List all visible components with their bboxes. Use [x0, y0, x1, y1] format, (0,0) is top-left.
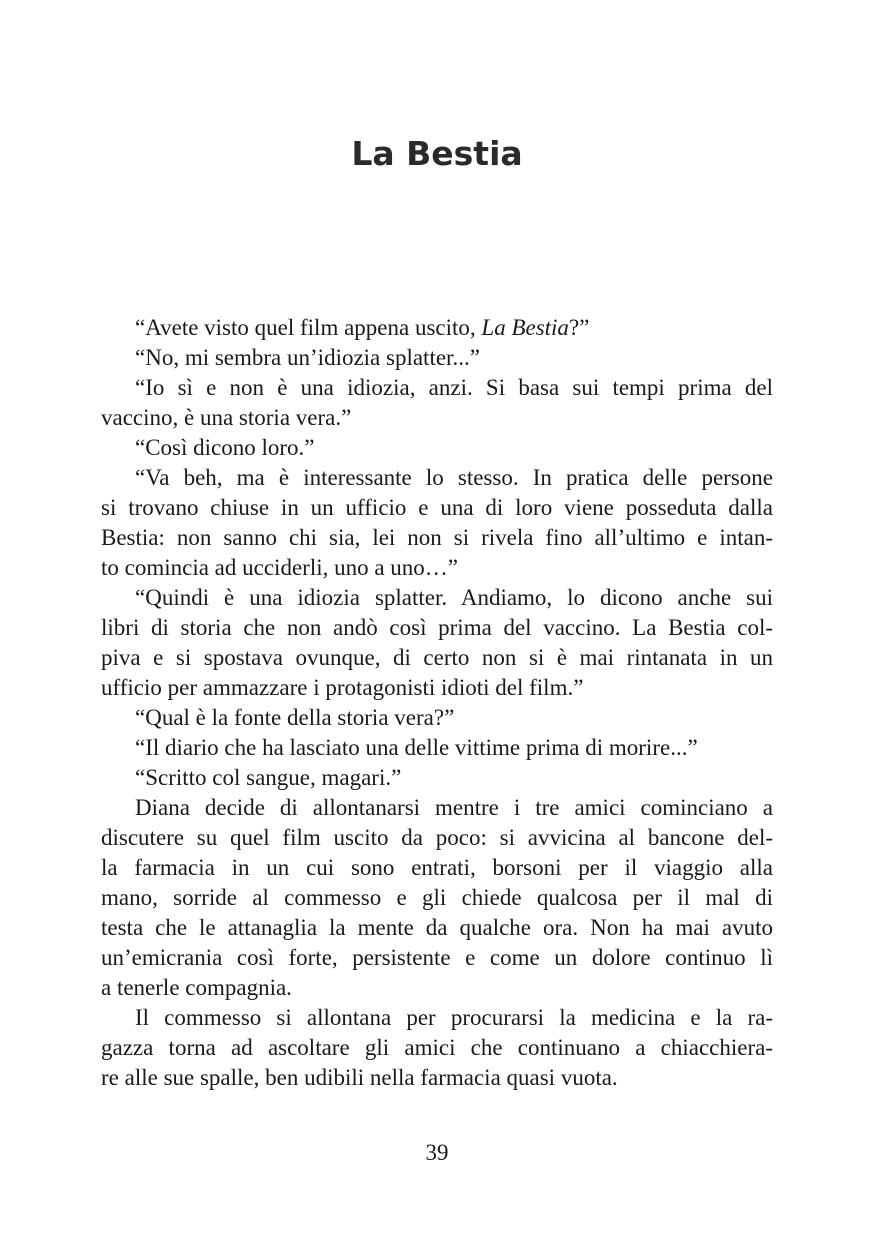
- paragraph: [101, 583, 773, 703]
- text-line: “Così dicono loro.”: [135, 435, 315, 460]
- text-line: “Qual è la fonte della storia vera?”: [135, 705, 455, 730]
- text-run: “Avete visto quel film appena uscito,: [135, 315, 482, 340]
- text-line: “Quindi è una idiozia splatter. Andiamo, lo dicono anche sui: [135, 585, 773, 610]
- paragraph: [101, 1003, 773, 1093]
- chapter-body: [101, 313, 773, 1093]
- chapter-title: La Bestia: [351, 134, 523, 173]
- text-line: discutere su quel film uscito da poco: si avvicina al bancone del-: [101, 825, 773, 850]
- text-line: la farmacia in un cui sono entrati, borsoni per il viaggio alla: [101, 855, 773, 880]
- text-line: a tenerle compagnia.: [101, 975, 292, 1000]
- text-line: Diana decide di allontanarsi mentre i tre amici cominciano a: [135, 795, 773, 820]
- text-line: ufficio per ammazzare i protagonisti idioti del film.”: [101, 675, 584, 700]
- paragraph: [101, 343, 773, 373]
- text-line: mano, sorride al commesso e gli chiede qualcosa per il mal di: [101, 885, 773, 910]
- text-line: re alle sue spalle, ben udibili nella farmacia quasi vuota.: [101, 1065, 618, 1090]
- text-line: “No, mi sembra un’idiozia splatter...”: [135, 345, 480, 370]
- paragraph: [101, 313, 773, 343]
- paragraph: [101, 373, 773, 433]
- text-line: Il commesso si allontana per procurarsi la medicina e la ra-: [135, 1005, 773, 1030]
- paragraph: [101, 793, 773, 1003]
- text-line: to comincia ad ucciderli, uno a uno…”: [101, 555, 459, 580]
- text-line: vaccino, è una storia vera.”: [101, 405, 352, 430]
- text-line: si trovano chiuse in un ufficio e una di loro viene posseduta dalla: [101, 495, 773, 520]
- paragraph: [101, 763, 773, 793]
- text-line: gazza torna ad ascoltare gli amici che continuano a chiacchiera-: [101, 1035, 773, 1060]
- paragraph: [101, 703, 773, 733]
- text-line: testa che le attanaglia la mente da qualche ora. Non ha mai avuto: [101, 915, 773, 940]
- page-number: 39: [425, 1140, 449, 1165]
- text-line: un’emicrania così forte, persistente e come un dolore continuo lì: [101, 945, 773, 970]
- text-line: “Va beh, ma è interessante lo stesso. In pratica delle persone: [135, 465, 773, 490]
- text-line: libri di storia che non andò così prima del vaccino. La Bestia col-: [101, 615, 773, 640]
- text-line: piva e si spostava ovunque, di certo non si è mai rintanata in un: [101, 645, 773, 670]
- text-line: “Il diario che ha lasciato una delle vittime prima di morire...”: [135, 735, 698, 760]
- text-line: Bestia: non sanno chi sia, lei non si rivela fino all’ultimo e intan-: [101, 525, 773, 550]
- text-line: [101, 313, 773, 343]
- paragraph: [101, 433, 773, 463]
- film-title-italic: La Bestia: [481, 315, 569, 340]
- paragraph: [101, 733, 773, 763]
- paragraph: [101, 463, 773, 583]
- text-run: ?”: [568, 315, 590, 340]
- text-line: “Io sì e non è una idiozia, anzi. Si basa sui tempi prima del: [135, 375, 773, 400]
- text-line: “Scritto col sangue, magari.”: [135, 765, 402, 790]
